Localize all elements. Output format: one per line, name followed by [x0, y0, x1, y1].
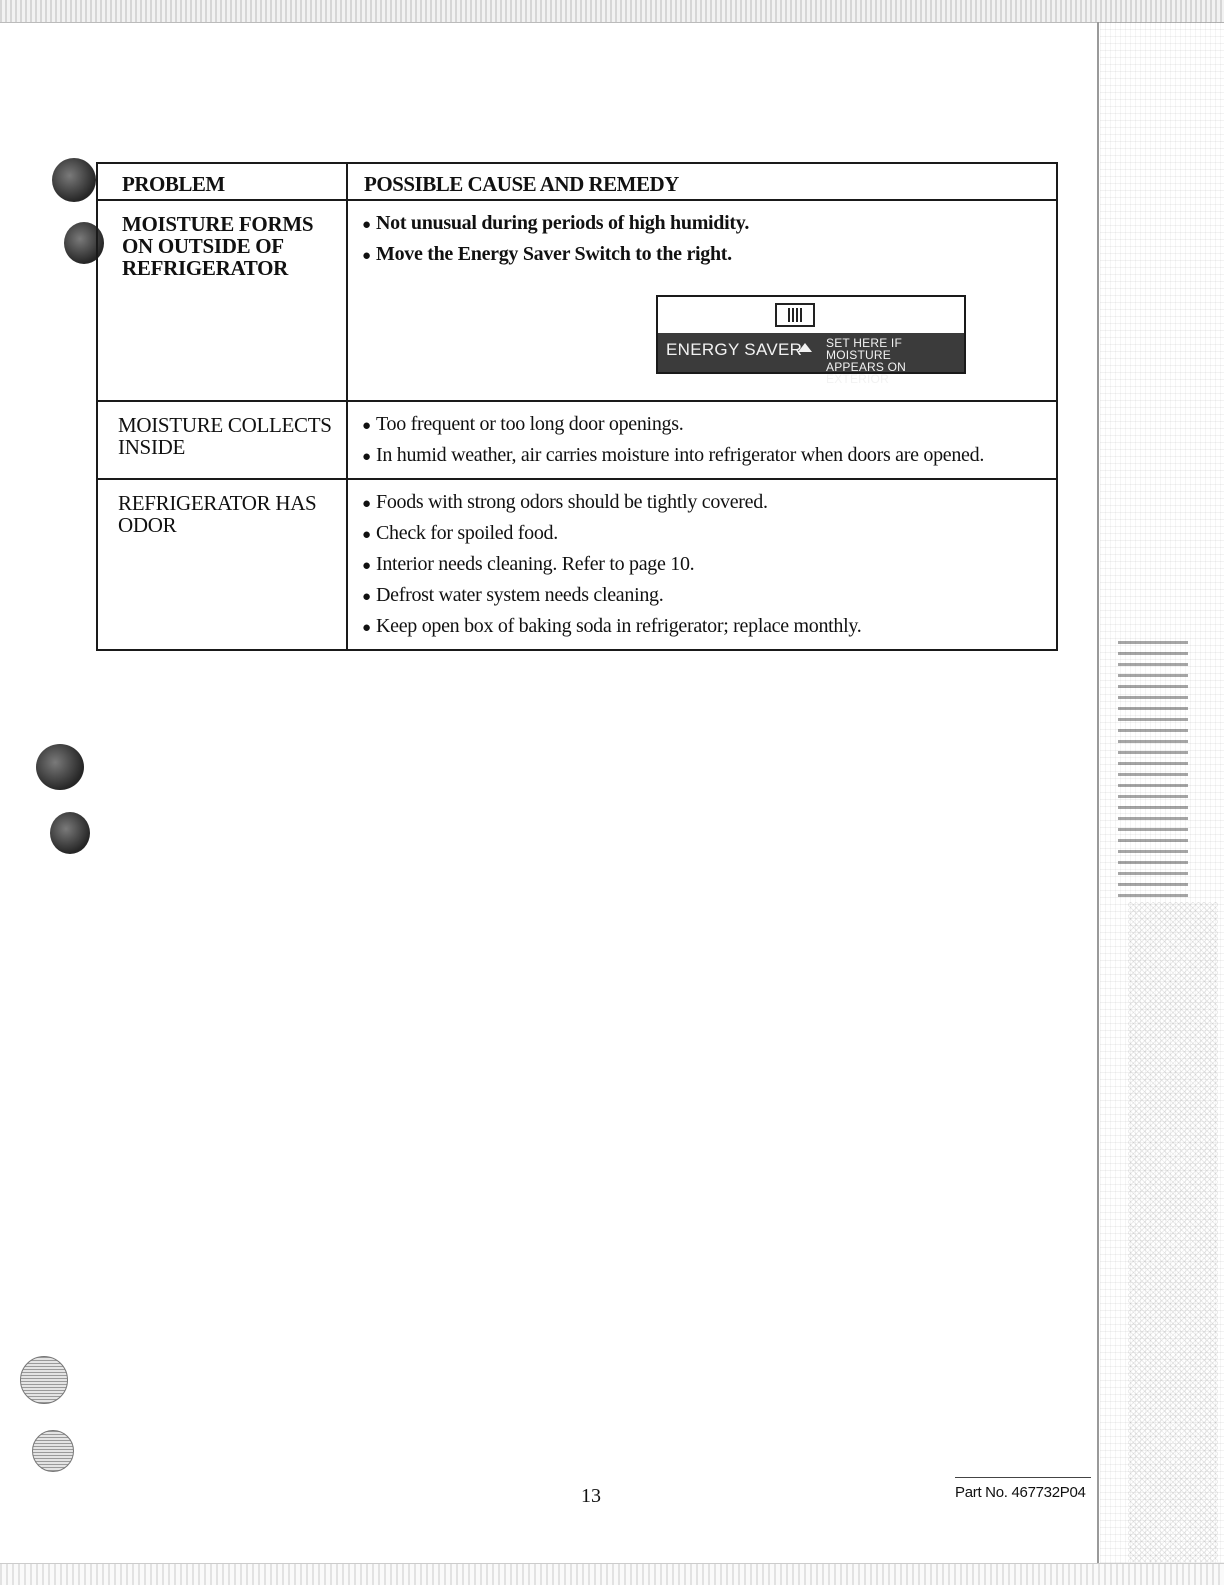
causes-cell — [347, 200, 1057, 401]
bullet-icon: ● — [362, 449, 371, 465]
switch-track — [658, 297, 964, 333]
page-edge-line — [1097, 22, 1099, 1563]
bullet-icon: ● — [362, 248, 371, 264]
cause-item — [362, 488, 1046, 519]
cause-item — [362, 240, 1046, 271]
problem-cell: REFRIGERATOR HAS ODOR — [97, 479, 347, 650]
scan-noise — [1128, 902, 1218, 1562]
switch-label-band — [658, 333, 964, 386]
problem-cell: MOISTURE FORMS ON OUTSIDE OF REFRIGERATOR — [97, 200, 347, 401]
causes-cell — [347, 401, 1057, 479]
binder-hole-icon — [50, 812, 90, 854]
binder-hole-icon — [20, 1356, 68, 1404]
cause-text: Defrost water system needs cleaning. — [376, 584, 664, 606]
cause-text: Not unusual during periods of high humidity. — [376, 212, 750, 234]
cause-text: Interior needs cleaning. Refer to page 10. — [376, 553, 695, 575]
problem-cell: MOISTURE COLLECTS INSIDE — [97, 401, 347, 479]
arrow-up-icon — [798, 343, 812, 352]
table-header-row — [97, 163, 1057, 200]
binder-hole-icon — [36, 744, 84, 790]
bullet-icon: ● — [362, 558, 371, 574]
cause-item — [362, 612, 1046, 643]
cause-item — [362, 441, 1046, 472]
switch-knob-icon — [775, 303, 815, 327]
bullet-icon: ● — [362, 496, 371, 512]
cause-item — [362, 581, 1046, 612]
cause-text: Foods with strong odors should be tightly covered. — [376, 491, 768, 513]
bullet-icon: ● — [362, 217, 371, 233]
knob-grip — [788, 308, 804, 322]
bullet-icon: ● — [362, 589, 371, 605]
cause-item — [362, 519, 1046, 550]
page-number: 13 — [581, 1485, 601, 1507]
cause-text: Keep open box of baking soda in refrigerator; replace monthly. — [376, 615, 862, 637]
scan-noise — [1118, 637, 1188, 897]
table-row — [97, 479, 1057, 650]
table-row — [97, 200, 1057, 401]
part-number: Part No. 467732P04 — [955, 1484, 1086, 1501]
part-number-rule — [955, 1477, 1091, 1478]
table-row — [97, 401, 1057, 479]
cause-text: Check for spoiled food. — [376, 522, 558, 544]
energy-saver-switch-diagram — [656, 295, 966, 386]
scan-right-margin — [1100, 22, 1224, 1563]
set-here-note — [826, 337, 964, 385]
energy-saver-label: ENERGY SAVER — [666, 340, 803, 359]
problem-column-header: PROBLEM — [97, 163, 347, 200]
set-here-note-line: SET HERE IF MOISTURE — [826, 336, 902, 362]
set-here-note-line: APPEARS ON EXTERIOR — [826, 360, 907, 386]
cause-item — [362, 550, 1046, 581]
scan-bottom-edge — [0, 1563, 1224, 1585]
cause-item — [362, 209, 1046, 240]
cause-text: Move the Energy Saver Switch to the right. — [376, 243, 732, 265]
causes-cell — [347, 479, 1057, 650]
bullet-icon: ● — [362, 620, 371, 636]
binder-hole-icon — [52, 158, 96, 202]
cause-item — [362, 410, 1046, 441]
scan-top-edge — [0, 0, 1224, 23]
troubleshooting-table — [96, 162, 1058, 651]
bullet-icon: ● — [362, 527, 371, 543]
cause-column-header: POSSIBLE CAUSE AND REMEDY — [347, 163, 1057, 200]
cause-text: In humid weather, air carries moisture into refrigerator when doors are opened. — [376, 444, 985, 466]
bullet-icon: ● — [362, 418, 371, 434]
binder-hole-icon — [32, 1430, 74, 1472]
cause-text: Too frequent or too long door openings. — [376, 413, 684, 435]
